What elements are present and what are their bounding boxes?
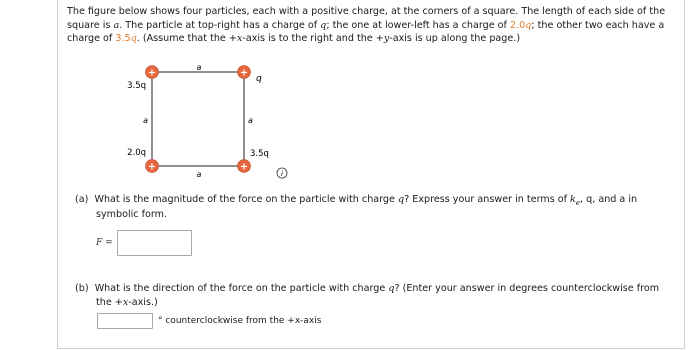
force-magnitude-input[interactable] xyxy=(117,230,192,256)
charge-square-figure xyxy=(100,60,300,185)
direction-unit-label: ° counterclockwise from the +x-axis xyxy=(158,316,322,326)
part-a-question-cont: symbolic form. xyxy=(96,209,168,220)
info-icon[interactable] xyxy=(277,168,287,178)
side-right-label: a xyxy=(248,116,253,125)
charge-bottom-left xyxy=(146,160,159,173)
side-top-label: a xyxy=(196,63,202,72)
charge-top-left-label: 3.5q xyxy=(127,81,146,91)
svg-text:+: + xyxy=(239,67,249,79)
charge-top-left xyxy=(146,66,159,79)
svg-text:+: + xyxy=(147,161,157,173)
problem-statement: The figure below shows four particles, each with a positive charge, at the corners of a square. The length of each side of the square is a. The particle at top-right has a charge of q; the one at lower-left has a charge of 2.0q; the other two each have a charge of 3.5q. (Assume that the +x-axis is to the right and the +y-axis is up along the page.) xyxy=(67,6,666,44)
part-b-question: (b) What is the direction of the force on the particle with charge q? (Enter your answer in degrees counterclockwise from xyxy=(75,283,660,294)
part-b-question-cont: the +x-axis.) xyxy=(96,297,158,308)
charge-bottom-right-label: 3.5q xyxy=(250,149,269,159)
charge-bottom-right xyxy=(238,160,251,173)
side-left-label: a xyxy=(143,116,148,125)
part-a-question: (a) What is the magnitude of the force on the particle with charge q? Express your answer in terms of $k_e$, q, and a in xyxy=(75,194,638,207)
charge-bottom-left-label: 2.0q xyxy=(127,148,146,158)
charge-top-right xyxy=(238,66,251,79)
svg-text:i: i xyxy=(281,170,283,178)
side-bottom-label: a xyxy=(196,170,202,179)
svg-text:+: + xyxy=(239,161,249,173)
charge-top-right-label: q xyxy=(256,74,262,84)
force-label: F = xyxy=(96,238,113,248)
svg-text:+: + xyxy=(147,67,157,79)
force-direction-input[interactable] xyxy=(97,313,153,329)
